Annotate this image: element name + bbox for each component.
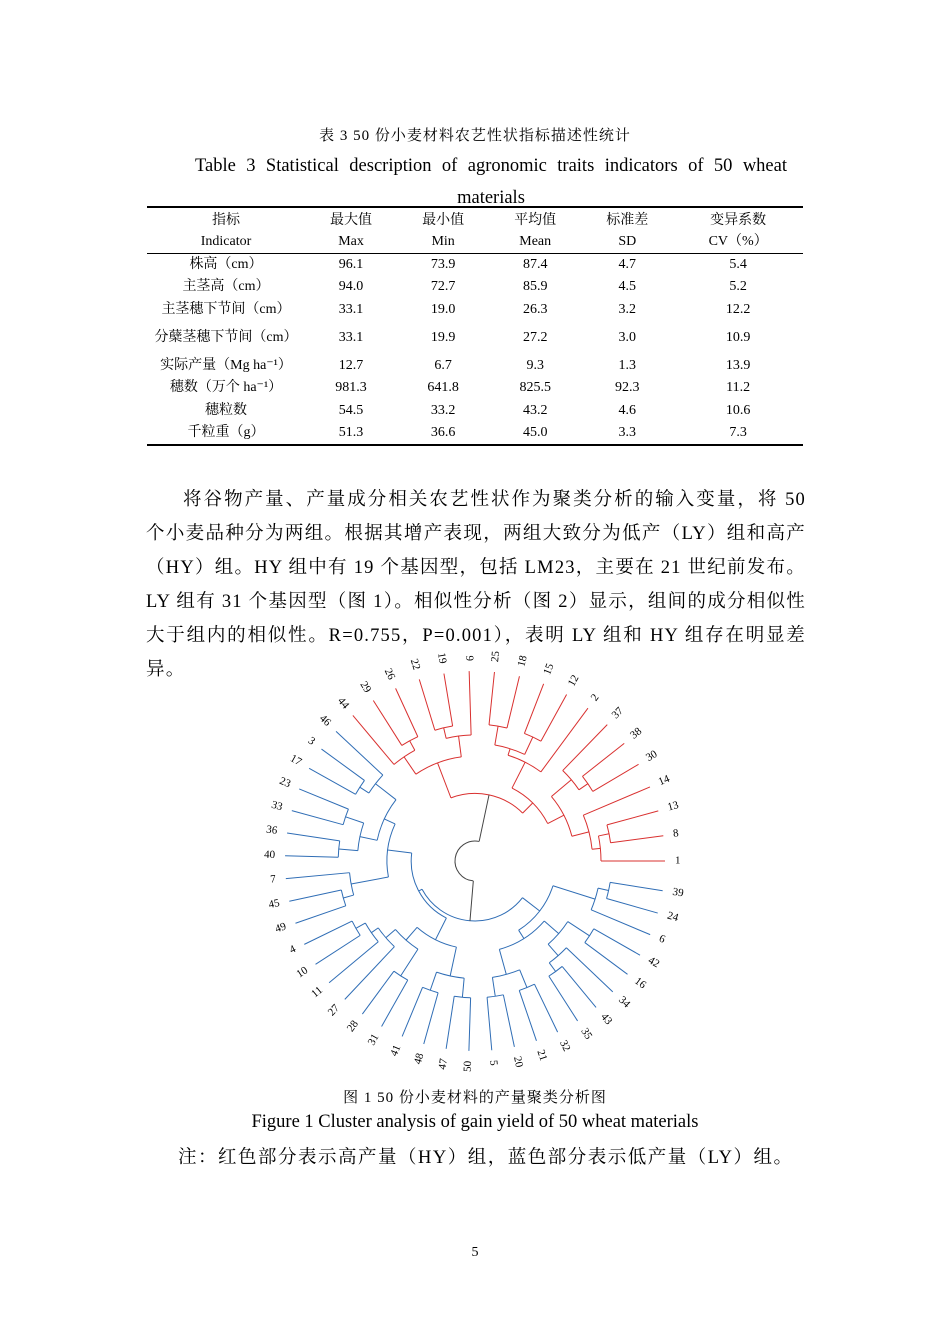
branch-line [525,737,533,754]
root-arc [455,841,479,881]
branch-line [375,784,396,800]
page-number: 5 [471,1245,479,1260]
body-paragraph: 将谷物产量、产量成分相关农艺性状作为聚类分析的输入变量，将 50 个小麦品种分为两组。根据其增产表现，两组大致分为低产（LY）组和高产（HY）组。HY 组中有 19 个基因型，包括 LM23，主要在 21 世纪前发布。LY 组有 31 个基因型（图 1）。相似性分析（图 2）显示，组间的成分相似性大于组内的相似性。R=0.755，P=0.001），表明 LY 组和 HY 组存在明显差异。 [146,490,806,680]
branch-line [579,784,588,790]
leaf-label: 28 [344,1018,361,1035]
cell-indicator: 穗粒数 [205,402,247,418]
cell-cv: 5.4 [729,257,747,273]
branch-line [553,886,595,899]
leaf-label: 23 [277,774,293,791]
cell-indicator: 穗数（万个 ha⁻¹） [169,380,283,396]
cell-cv: 10.6 [725,402,751,418]
branch-line [424,993,438,1044]
cell-cv: 13.9 [725,358,751,374]
cell-min: 641.8 [427,380,459,396]
branch-line [444,728,446,739]
leaf-label: 5 [487,1059,500,1067]
cell-sd: 3.3 [581,422,673,445]
branch-line [544,921,558,934]
branch-line [469,998,471,1051]
branch-line [309,768,355,794]
leaf-label: 31 [365,1031,382,1048]
header-cn: 指标 [147,207,305,231]
branch-line [360,787,369,793]
leaf-label: 38 [628,725,645,742]
branch-line [512,762,525,788]
cell-mean: 9.3 [526,358,544,374]
branch-line [345,947,395,1000]
leaf-label: 12 [565,673,582,689]
cell-cv: 11.2 [726,380,751,396]
leaf-label: 4 [287,942,298,957]
branch-line [346,817,364,823]
leaf-label: 14 [656,772,672,789]
leaf-label: 50 [461,1060,475,1073]
branch-line [523,803,533,813]
leaf-label: 48 [411,1051,427,1066]
cell-indicator: 千粒重（g） [147,422,305,445]
branch-line [489,672,494,725]
root-branch [479,795,489,842]
branch-line [598,834,609,836]
header-cn: 标准差 [581,207,673,231]
statistics-table [147,206,803,446]
leaf-label: 45 [267,897,281,912]
branch-line [401,949,418,976]
branch-line [410,741,415,750]
branch-line [549,963,555,972]
table-caption-cn: 表 3 50 份小麦材料农艺性状指标描述性统计 [319,128,631,144]
branch-line [446,996,454,1049]
cluster-dendrogram [240,636,740,1086]
branch-line [522,898,539,911]
cell-sd: 3.0 [618,329,637,345]
cell-min: 73.9 [430,257,456,273]
branch-line [384,819,395,824]
branch-line [566,948,612,992]
branch-line [495,726,498,745]
leaf-label: 47 [436,1057,451,1071]
branch-line [286,873,350,879]
cell-min: 72.7 [430,279,456,295]
cell-sd: 4.6 [618,402,637,418]
branch-line [585,943,628,975]
cell-max: 51.3 [305,422,397,445]
branch-line [356,923,365,928]
cell-max: 96.1 [338,257,364,273]
header-cn: 平均值 [489,207,581,231]
table-caption-en: Table 3 Statistical description of agronomic traits indicators of 50 wheat materials [195,156,787,208]
cell-mean: 85.9 [522,279,548,295]
branch-line [336,731,383,775]
header-en: CV（%） [673,231,803,254]
branch-arc [411,853,446,918]
cell-max: 33.1 [338,301,364,317]
leaf-label: 49 [273,920,288,936]
header-cn: 最小值 [397,207,489,231]
header-en: Indicator [147,231,305,254]
leaf-label: 2 [588,691,602,704]
cell-max: 12.7 [338,358,364,374]
branch-line [610,882,663,890]
cell-min: 6.7 [434,358,452,374]
branch-line [548,944,558,955]
cell-mean: 45.0 [489,422,581,445]
cell-sd: 4.7 [618,257,637,273]
leaf-label: 30 [643,748,660,764]
cell-mean: 26.3 [522,301,548,317]
leaf-label: 7 [269,873,277,886]
table-header-row-cn [147,207,803,231]
figure-caption-en: Figure 1 Cluster analysis of gain yield of 50 wheat materials [251,1112,699,1132]
branch-line [285,856,338,857]
branch-line [508,749,510,756]
leaf-label: 34 [616,994,633,1011]
branch-line [304,921,352,944]
cell-indicator: 株高（cm） [189,257,263,273]
branch-line [598,888,609,890]
cell-min: 19.0 [430,301,456,317]
branch-line [339,849,358,851]
leaf-label: 1 [675,854,681,867]
branch-line [329,942,378,983]
cell-indicator: 实际产量（Mg ha⁻¹） [160,358,292,374]
branch-line [292,811,343,825]
branch-line [287,833,340,841]
branch-line [404,757,416,774]
branch-line [371,928,378,933]
table-row [147,422,803,445]
branch-line [360,837,377,841]
leaf-label: 22 [407,657,423,672]
cell-cv: 12.2 [725,301,751,317]
branch-line [524,684,543,734]
branch-line [611,836,664,843]
branch-line [507,676,519,728]
branch-line [492,977,495,996]
leaf-label: 25 [489,650,503,663]
leaf-label: 19 [435,651,449,665]
cell-sd: 1.3 [618,358,637,374]
cell-min: 36.6 [397,422,489,445]
branch-line [316,935,361,964]
cell-indicator: 分蘖茎穗下节间（cm） [154,329,298,345]
leaf-label: 33 [270,798,284,814]
cell-max: 94.0 [338,279,364,295]
branch-line [607,811,658,825]
leaf-label: 10 [294,964,311,981]
leaf-label: 18 [515,654,530,668]
leaf-label: 15 [541,661,557,677]
cell-cv: 7.3 [673,422,803,445]
cell-mean: 825.5 [519,380,551,396]
branch-line [396,688,418,736]
branch-line [551,780,571,797]
branch-line [562,966,596,1007]
branch-line [373,700,401,745]
branch-line [462,978,464,997]
header-en: Mean [489,231,581,254]
header-en: Max [305,231,397,254]
cell-mean: 27.2 [522,329,548,345]
branch-line [563,725,608,771]
branch-line [430,972,436,990]
branch-line [548,815,564,823]
leaf-label: 16 [632,975,649,992]
branch-line [549,976,578,1021]
leaf-label: 26 [381,666,398,682]
leaf-label: 40 [263,848,276,862]
cell-indicator: 主茎高（cm） [182,279,270,295]
branch-line [419,889,422,891]
leaf-label: 24 [665,909,680,925]
leaf-label: 27 [325,1002,342,1019]
cell-indicator: 主茎穗下节间（cm） [161,301,291,317]
leaf-label: 3 [305,734,318,748]
branch-line [594,929,640,955]
header-cn: 变异系数 [673,207,803,231]
branch-line [499,949,506,974]
branch-line [351,877,388,884]
branch-line [607,898,658,913]
branch-line [289,890,341,901]
branch-line [406,927,417,940]
cell-mean: 43.2 [522,402,548,418]
leaf-label: 13 [666,799,680,814]
header-en: Min [397,231,489,254]
branch-line [592,848,600,849]
leaf-label: 21 [534,1048,550,1063]
cell-cv: 10.9 [725,329,751,345]
cell-max: 33.1 [338,329,364,345]
branch-line [469,671,471,735]
leaf-label: 17 [288,752,304,769]
branch-line [520,970,527,988]
table-row [147,355,803,377]
branch-line [386,929,396,937]
leaf-label: 35 [578,1025,595,1042]
leaf-label: 32 [556,1038,573,1054]
leaf-label: 39 [671,885,685,900]
branch-line [503,995,514,1047]
branch-line [450,947,456,976]
cell-max: 54.5 [338,402,364,418]
branch-line [295,906,345,923]
branch-line [459,736,462,757]
branch-line [321,749,364,780]
branch-line [419,679,435,730]
branch-line [487,997,492,1050]
branch-line [519,930,524,938]
table-row [147,399,803,421]
branch-line [568,922,590,936]
figure-caption-cn: 图 1 50 份小麦材料的产量聚类分析图 [343,1090,607,1106]
branch-line [519,990,536,1040]
branch-line [593,764,639,791]
leaf-label: 29 [357,679,374,696]
leaf-label: 42 [645,954,662,971]
branch-line [444,674,453,726]
cell-sd: 3.2 [618,301,637,317]
leaf-label: 8 [672,827,680,840]
cell-mean: 87.4 [522,257,548,273]
table-row [147,321,803,355]
cell-min: 33.2 [430,402,456,418]
branch-line [572,832,589,836]
table-row [147,276,803,298]
branch-line [438,763,451,798]
branch-line [402,987,422,1036]
branch-line [591,910,650,935]
leaf-label: 37 [609,705,626,722]
branch-line [534,984,557,1032]
table-row [147,299,803,321]
cell-sd: 92.3 [615,380,640,396]
cell-cv: 5.2 [729,279,747,295]
leaf-label: 11 [309,984,325,1001]
leaf-label: 41 [388,1043,404,1058]
table-header-row-en [147,231,803,254]
leaf-label: 20 [511,1055,526,1069]
branch-line [388,850,412,853]
root-branch [470,881,473,921]
header-en: SD [581,231,673,254]
cell-max: 981.3 [335,380,367,396]
branch-line [541,695,567,742]
figure-note: 注：红色部分表示高产量（HY）组，蓝色部分表示低产量（LY）组。 [178,1148,794,1168]
leaf-label: 36 [265,823,279,837]
leaf-label: 46 [316,712,334,729]
cell-sd: 4.5 [618,279,637,295]
leaf-label: 9 [463,655,476,662]
branch-line [382,980,408,1026]
header-cn: 最大值 [305,207,397,231]
branch-line [343,895,353,898]
leaf-label: 6 [657,932,667,946]
table-row [147,254,803,277]
leaf-label: 44 [335,695,352,712]
branch-line [582,743,624,776]
branch-line [299,789,348,809]
branch-line [436,918,447,940]
leaf-label: 43 [598,1011,615,1028]
branch-line [362,971,394,1014]
cell-min: 19.9 [430,329,456,345]
table-row [147,377,803,399]
branch-line [541,708,588,772]
